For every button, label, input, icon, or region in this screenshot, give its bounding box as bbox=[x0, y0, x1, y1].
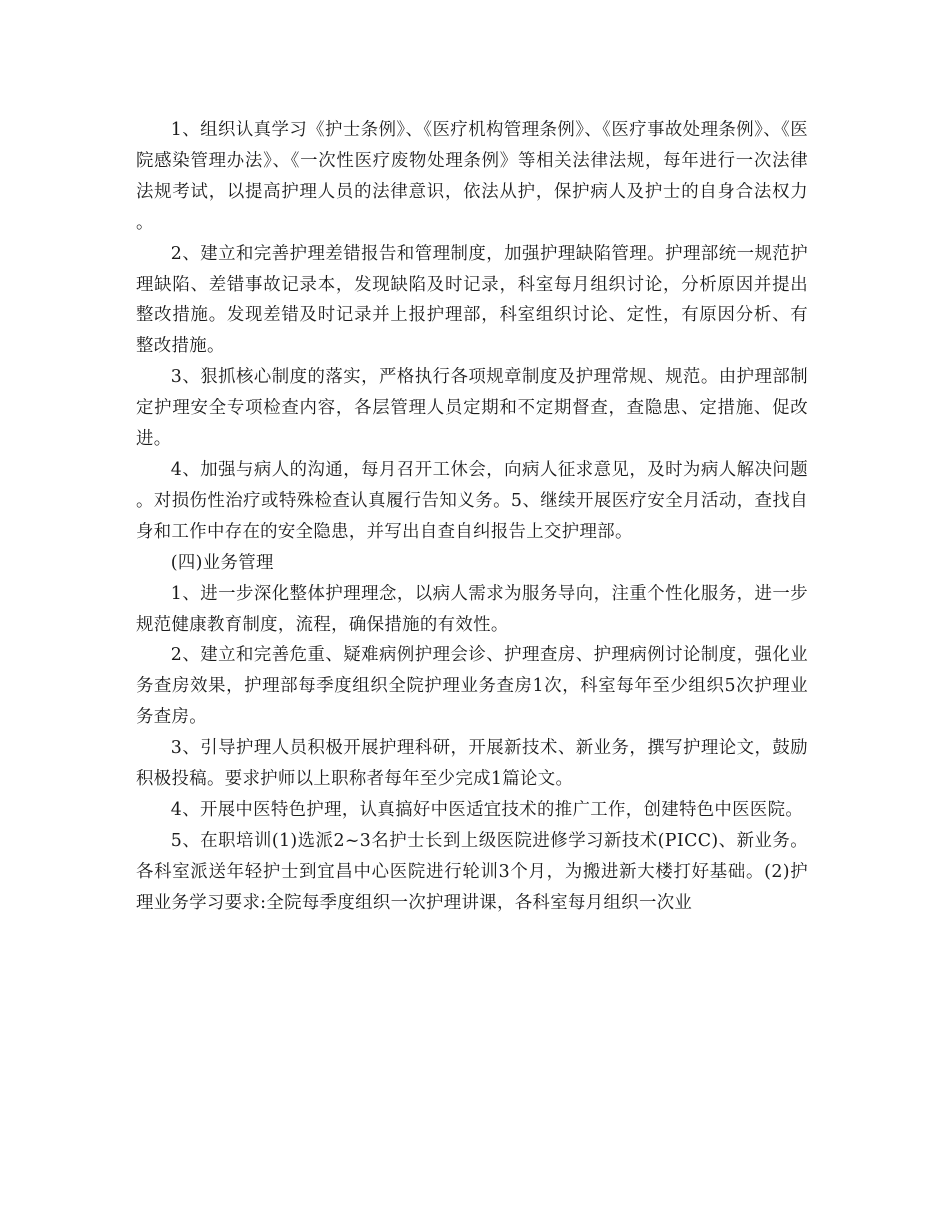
paragraph-legal-study: 1、组织认真学习《护士条例》、《医疗机构管理条例》、《医疗事故处理条例》、《医院感染管理办法》、《一次性医疗废物处理条例》等相关法律法规，每年进行一次法律法规考试，以提高护理人员的法律意识，依法从护，保护病人及护士的自身合法权力。 bbox=[136, 120, 808, 233]
paragraph-error-reporting: 2、建立和完善护理差错报告和管理制度，加强护理缺陷管理。护理部统一规范护理缺陷、差错事故记录本，发现缺陷及时记录，科室每月组织讨论，分析原因并提出整改措施。发现差错及时记录并上报护理部，科室组织讨论、定性，有原因分析、有整改措施。 bbox=[136, 243, 808, 357]
paragraph-holistic-care: 1、进一步深化整体护理理念，以病人需求为服务导向，注重个性化服务，进一步规范健康教育制度，流程，确保措施的有效性。 bbox=[136, 583, 808, 635]
document-body bbox=[136, 115, 808, 919]
paragraph-ward-rounds: 2、建立和完善危重、疑难病例护理会诊、护理查房、护理病例讨论制度，强化业务查房效果，护理部每季度组织全院护理业务查房1次，科室每年至少组织5次护理业务查房。 bbox=[136, 645, 808, 728]
section-heading-business-management: (四)业务管理 bbox=[170, 552, 274, 573]
paragraph-core-system: 3、狠抓核心制度的落实，严格执行各项规章制度及护理常规、规范。由护理部制定护理安全专项检查内容，各层管理人员定期和不定期督查，查隐患、定措施、促改进。 bbox=[136, 367, 808, 450]
paragraph-patient-communication: 4、加强与病人的沟通，每月召开工休会，向病人征求意见，及时为病人解决问题。对损伤性治疗或特殊检查认真履行告知义务。5、继续开展医疗安全月活动，查找自身和工作中存在的安全隐患，并写出自查自纠报告上交护理部。 bbox=[136, 459, 808, 542]
paragraph-research: 3、引导护理人员积极开展护理科研，开展新技术、新业务，撰写护理论文，鼓励积极投稿。要求护师以上职称者每年至少完成1篇论文。 bbox=[136, 738, 808, 790]
paragraph-training: 5、在职培训(1)选派2~3名护士长到上级医院进修学习新技术(PICC)、新业务。各科室派送年轻护士到宜昌中心医院进行轮训3个月，为搬进新大楼打好基础。(2)护理业务学习要求:全院每季度组织一次护理讲课，各科室每月组织一次业 bbox=[136, 830, 808, 913]
paragraph-tcm-nursing: 4、开展中医特色护理，认真搞好中医适宜技术的推广工作，创建特色中医医院。 bbox=[170, 799, 804, 820]
